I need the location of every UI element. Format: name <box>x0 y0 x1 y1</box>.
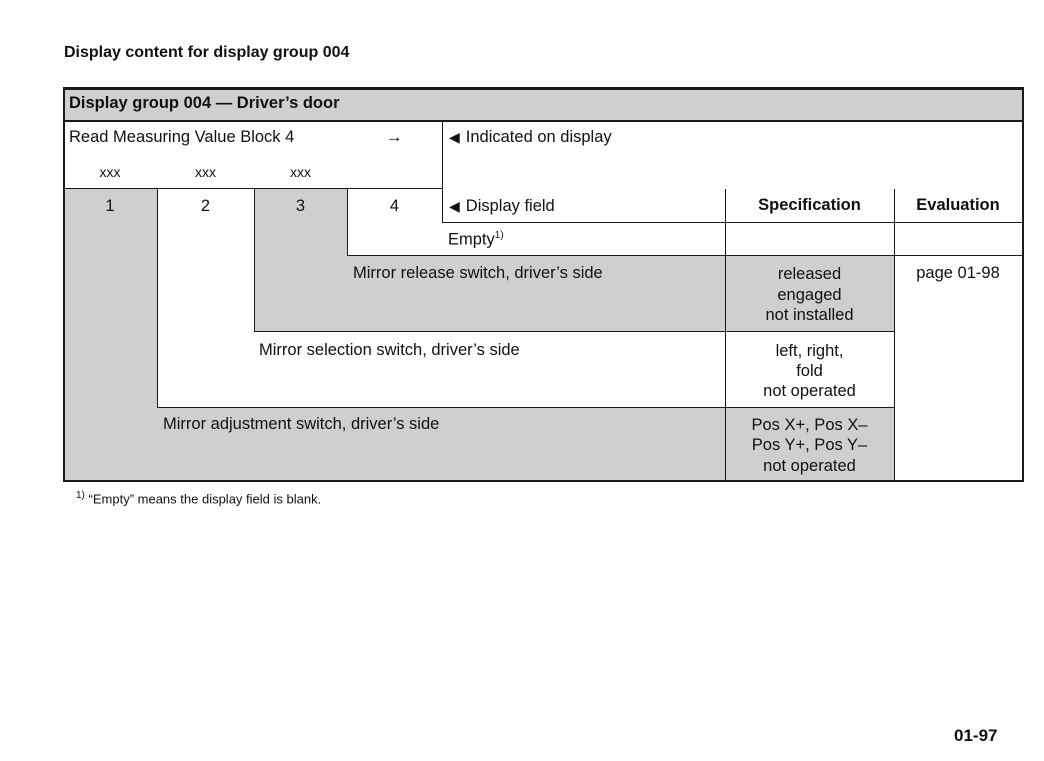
evaluation-header: Evaluation <box>916 196 1000 214</box>
field-numbers-top-line <box>63 188 443 189</box>
table-bottom-border <box>63 480 1024 482</box>
release-row-line <box>254 331 894 332</box>
field-number-2: 2 <box>200 197 211 215</box>
footnote <box>76 490 321 506</box>
row-selection-label: Mirror selection switch, driver’s side <box>259 341 520 359</box>
row-release-spec-1: released <box>777 265 842 283</box>
row-selection-spec-1: left, right, <box>775 342 844 360</box>
left-triangle-icon: ◀ <box>449 129 460 145</box>
row-release-spec-3: not installed <box>765 306 854 324</box>
row-selection-spec-2: fold <box>796 362 823 380</box>
specification-header: Specification <box>758 196 861 214</box>
field-number-3: 3 <box>295 197 306 215</box>
table-right-border <box>1022 87 1024 482</box>
right-arrow: → <box>386 128 403 146</box>
display-field-label <box>449 197 555 216</box>
indicated-on-display <box>449 128 612 147</box>
empty-label <box>448 230 504 250</box>
display-field-text: Display field <box>465 197 555 215</box>
field-number-1: 1 <box>105 197 115 215</box>
row-adjust-label: Mirror adjustment switch, driver’s side <box>163 415 440 433</box>
empty-text: Empty <box>448 230 495 249</box>
row-release-evaluation: page 01-98 <box>916 264 1000 282</box>
page-number: 01-97 <box>954 726 998 745</box>
spec-right-line <box>894 189 895 481</box>
footnote-marker: 1) <box>76 490 85 501</box>
read-block-label: Read Measuring Value Block 4 <box>69 128 295 146</box>
row-release-label: Mirror release switch, driver’s side <box>353 264 603 282</box>
empty-footnote-marker: 1) <box>494 230 504 241</box>
row-adjust-spec-2: Pos Y+, Pos Y– <box>751 436 868 454</box>
row-selection-spec-3: not operated <box>763 382 856 400</box>
row-release-spec-2: engaged <box>777 286 842 304</box>
header-bottom-line <box>63 120 1024 122</box>
col-divider-1 <box>157 189 158 408</box>
row-adjust-spec-1: Pos X+, Pos X– <box>751 416 868 434</box>
xxx-3: xxx <box>290 164 311 180</box>
xxx-2: xxx <box>195 164 216 180</box>
left-triangle-icon: ◀ <box>449 198 460 214</box>
display-field-row-line <box>442 222 1022 223</box>
selection-row-line <box>157 407 894 408</box>
table-header: Display group 004 — Driver’s door <box>69 94 340 112</box>
empty-row-line <box>347 255 1022 256</box>
footnote-text: “Empty” means the display field is blank. <box>88 491 322 507</box>
row-adjust-spec-3: not operated <box>763 457 856 475</box>
table-top-border <box>63 87 1024 90</box>
page-title: Display content for display group 004 <box>64 44 350 61</box>
divider-indicated <box>442 122 443 223</box>
indicated-label: Indicated on display <box>465 128 612 146</box>
column-1-shade <box>63 189 158 481</box>
field-number-4: 4 <box>389 197 400 215</box>
table-left-border <box>63 87 65 482</box>
xxx-1: xxx <box>99 164 121 180</box>
